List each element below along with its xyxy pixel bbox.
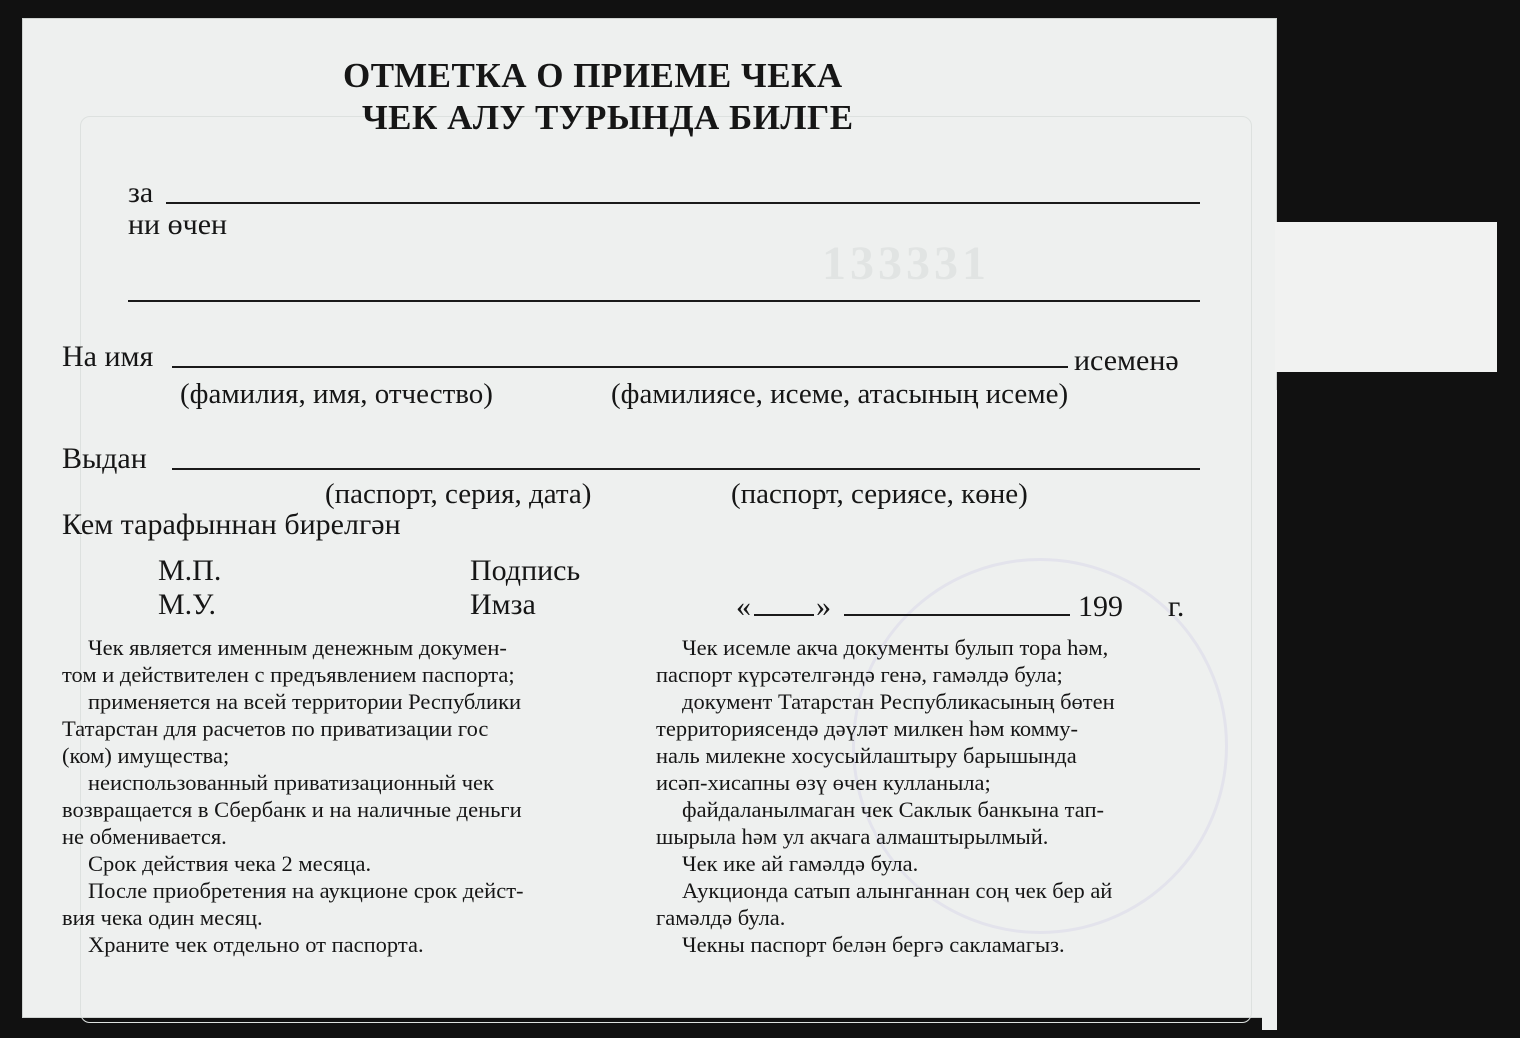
name-label: На имя [62,340,154,373]
title-tatar: ЧЕК АЛУ ТУРЫНДА БИЛГЕ [362,98,854,137]
note-tt-line: Чек исемле акча документы булып тора һәм, [682,635,1109,660]
note-tt-line: гамәлдә була. [656,905,786,930]
note-tt-line: Чек ике ай гамәлдә була. [682,851,919,876]
date-year-suffix: г. [1168,590,1185,623]
note-ru-line: Срок действия чека 2 месяца. [88,851,372,876]
signature-label-ru: Подпись [470,554,581,587]
note-tt-line: файдаланылмаган чек Саклык банкына тап- [682,797,1104,822]
for-line[interactable] [166,202,1200,204]
title-russian: ОТМЕТКА О ПРИЕМЕ ЧЕКА [343,56,843,95]
issued-hint-tt: (паспорт, сериясе, көне) [731,478,1028,510]
for-label-tt: ни өчен [128,208,228,241]
date-quote-close: » [816,590,831,623]
note-ru-line: возвращается в Сбербанк и на наличные деньги [62,797,522,822]
for-line-2[interactable] [128,300,1200,302]
issued-hint-ru: (паспорт, серия, дата) [325,478,592,510]
note-ru-line: неиспользованный приватизационный чек [88,770,494,795]
note-ru-line: После приобретения на аукционе срок дейст- [88,878,524,903]
note-ru-line: применяется на всей территории Республики [88,689,522,714]
note-ru-line: том и действителен с предъявлением паспорта; [62,662,515,687]
ghost-serial-number: 133331 [822,237,990,290]
note-ru-line: Чек является именным денежным докумен- [88,635,507,660]
date-year: 199 [1078,590,1123,623]
note-tt-line: территориясендә дәүләт милкен һәм комму- [656,716,1078,741]
date-day-line[interactable] [754,614,814,616]
note-tt-line: исәп-хисапны өзү өчен кулланыла; [656,770,991,795]
note-tt-line: Чекны паспорт белән бергә сакламагыз. [682,932,1065,957]
notes-russian [62,634,610,958]
note-ru-line: (ком) имущества; [62,743,230,768]
for-label-ru: за [128,176,154,209]
issued-label: Выдан [62,442,147,475]
seal-label-tt: М.У. [158,588,217,621]
issued-line[interactable] [172,468,1200,470]
note-ru-line: Татарстан для расчетов по приватизации гос [62,716,489,741]
date-month-line[interactable] [844,614,1070,616]
name-line[interactable] [172,366,1068,368]
note-tt-line: наль милекне хосусыйлаштыру барышында [656,743,1077,768]
notes-tatar [656,634,1200,958]
note-tt-line: Аукционда сатып алынганнан соң чек бер ай [682,878,1113,903]
signature-label-tt: Имза [470,588,536,621]
note-ru-line: Храните чек отдельно от паспорта. [88,932,424,957]
issued-by-tt: Кем тарафыннан бирелгән [62,508,401,541]
paper-edge [1262,390,1277,1030]
note-tt-line: документ Татарстан Республикасының бөтен [682,689,1115,714]
name-hint-ru: (фамилия, имя, отчество) [180,378,493,410]
date-quote-open: « [736,590,751,623]
note-tt-line: паспорт күрсәтелгәндә генә, гамәлдә була; [656,662,1063,687]
name-label-tt: исеменә [1074,344,1179,377]
note-ru-line: вия чека один месяц. [62,905,263,930]
note-ru-line: не обменивается. [62,824,227,849]
seal-label-ru: М.П. [158,554,222,587]
name-hint-tt: (фамилиясе, исеме, атасының исеме) [611,378,1069,410]
note-tt-line: шырыла һәм ул акчага алмаштырылмый. [656,824,1049,849]
paper-tab [1275,222,1497,372]
